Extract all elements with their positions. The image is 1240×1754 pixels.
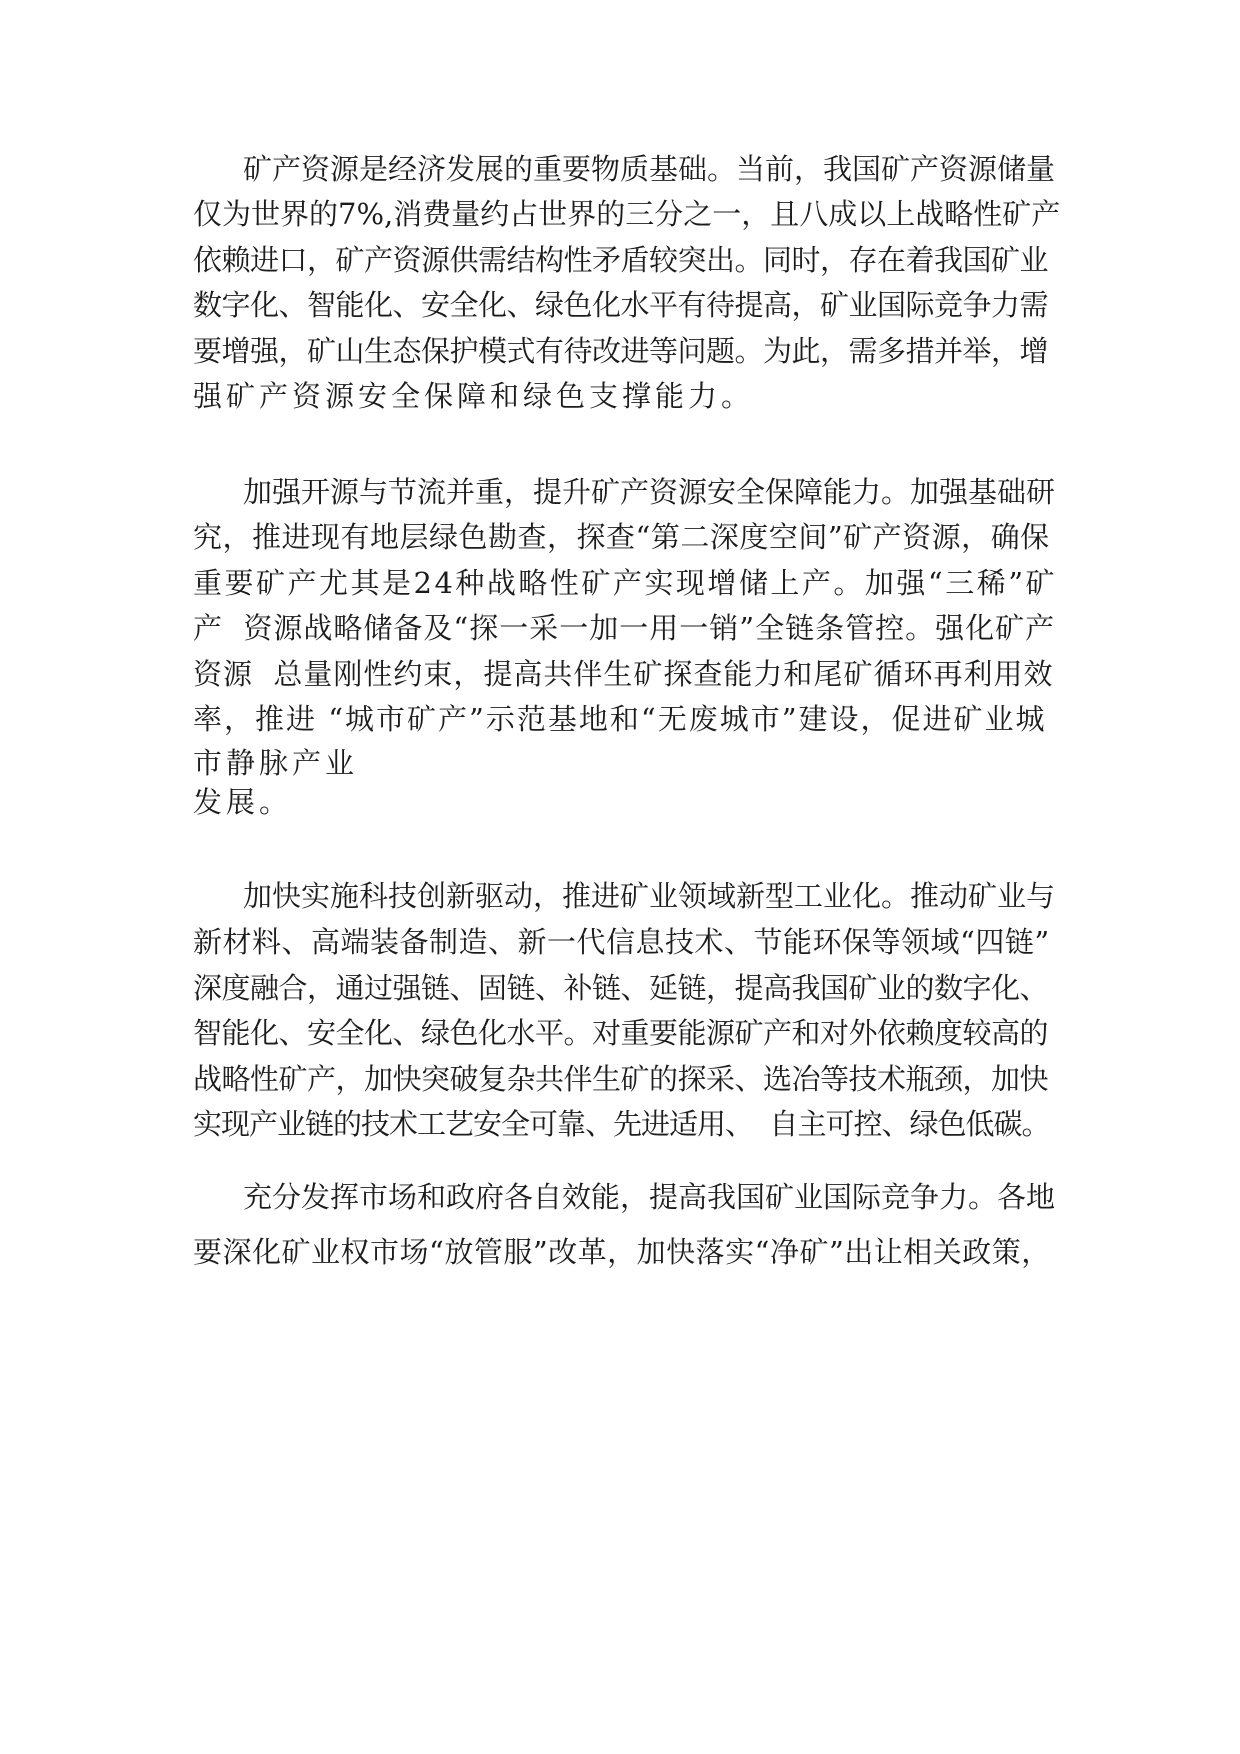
paragraph-1-line-4: 数字化、智能化、安全化、绿色化水平有待提高，矿业国际竞争力需 [193, 288, 1049, 322]
paragraph-3-line-6: 实现产业链的技术工艺安全可靠、先进适用、 自主可控、绿色低碳。 [193, 1107, 1050, 1141]
paragraph-2-line-3: 重要矿产尤其是24种战略性矿产实现增储上产。加强“三稀”矿 [193, 566, 1058, 600]
paragraph-1-line-6: 强矿产资源安全保障和绿色支撑能力。 [193, 379, 755, 413]
paragraph-3-line-5: 战略性矿产，加快突破复杂共伴生矿的探采、选冶等技术瓶颈，加快 [193, 1062, 1049, 1096]
paragraph-1-line-1: 矿产资源是经济发展的重要物质基础。当前，我国矿产资源储量 [243, 152, 1056, 186]
paragraph-3-line-1: 加快实施科技创新驱动，推进矿业领域新型工业化。推动矿业与 [243, 879, 1056, 913]
paragraph-2-line-1: 加强开源与节流并重，提升矿产资源安全保障能力。加强基础研 [243, 475, 1056, 509]
paragraph-4-line-2: 要深化矿业权市场“放管服”改革，加快落实“净矿”出让相关政策， [193, 1235, 1051, 1269]
paragraph-1-line-2: 仅为世界的7%,消费量约占世界的三分之一，且八成以上战略性矿产 [193, 197, 1061, 231]
paragraph-2-line-8: 发展。 [193, 785, 293, 819]
paragraph-2-line-7: 市静脉产业 [193, 746, 359, 780]
paragraph-2-line-2: 究，推进现有地层绿色勘查，探查“第二深度空间”矿产资源，确保 [193, 520, 1050, 554]
paragraph-2-line-5: 资源 总量刚性约束，提高共伴生矿探查能力和尾矿循环再利用效 [193, 657, 1054, 691]
paragraph-2-line-4: 产 资源战略储备及“探一采一加一用一销”全链条管控。强化矿产 [193, 611, 1056, 645]
paragraph-3-line-3: 深度融合，通过强链、固链、补链、延链，提高我国矿业的数字化、 [193, 971, 1049, 1005]
paragraph-1-line-3: 依赖进口，矿产资源供需结构性矛盾较突出。同时，存在着我国矿业 [193, 243, 1049, 277]
paragraph-3-line-2: 新材料、高端装备制造、新一代信息技术、节能环保等领域“四链” [193, 925, 1050, 959]
paragraph-3-line-4: 智能化、安全化、绿色化水平。对重要能源矿产和对外依赖度较高的 [193, 1016, 1049, 1050]
paragraph-1-line-5: 要增强，矿山生态保护模式有待改进等问题。为此，需多措并举，增 [193, 334, 1049, 368]
paragraph-4-line-1: 充分发挥市场和政府各自效能，提高我国矿业国际竞争力。各地 [243, 1180, 1056, 1214]
paragraph-2-line-6: 率，推进 “城市矿产”示范基地和“无废城市”建设，促进矿业城 [193, 702, 1047, 736]
